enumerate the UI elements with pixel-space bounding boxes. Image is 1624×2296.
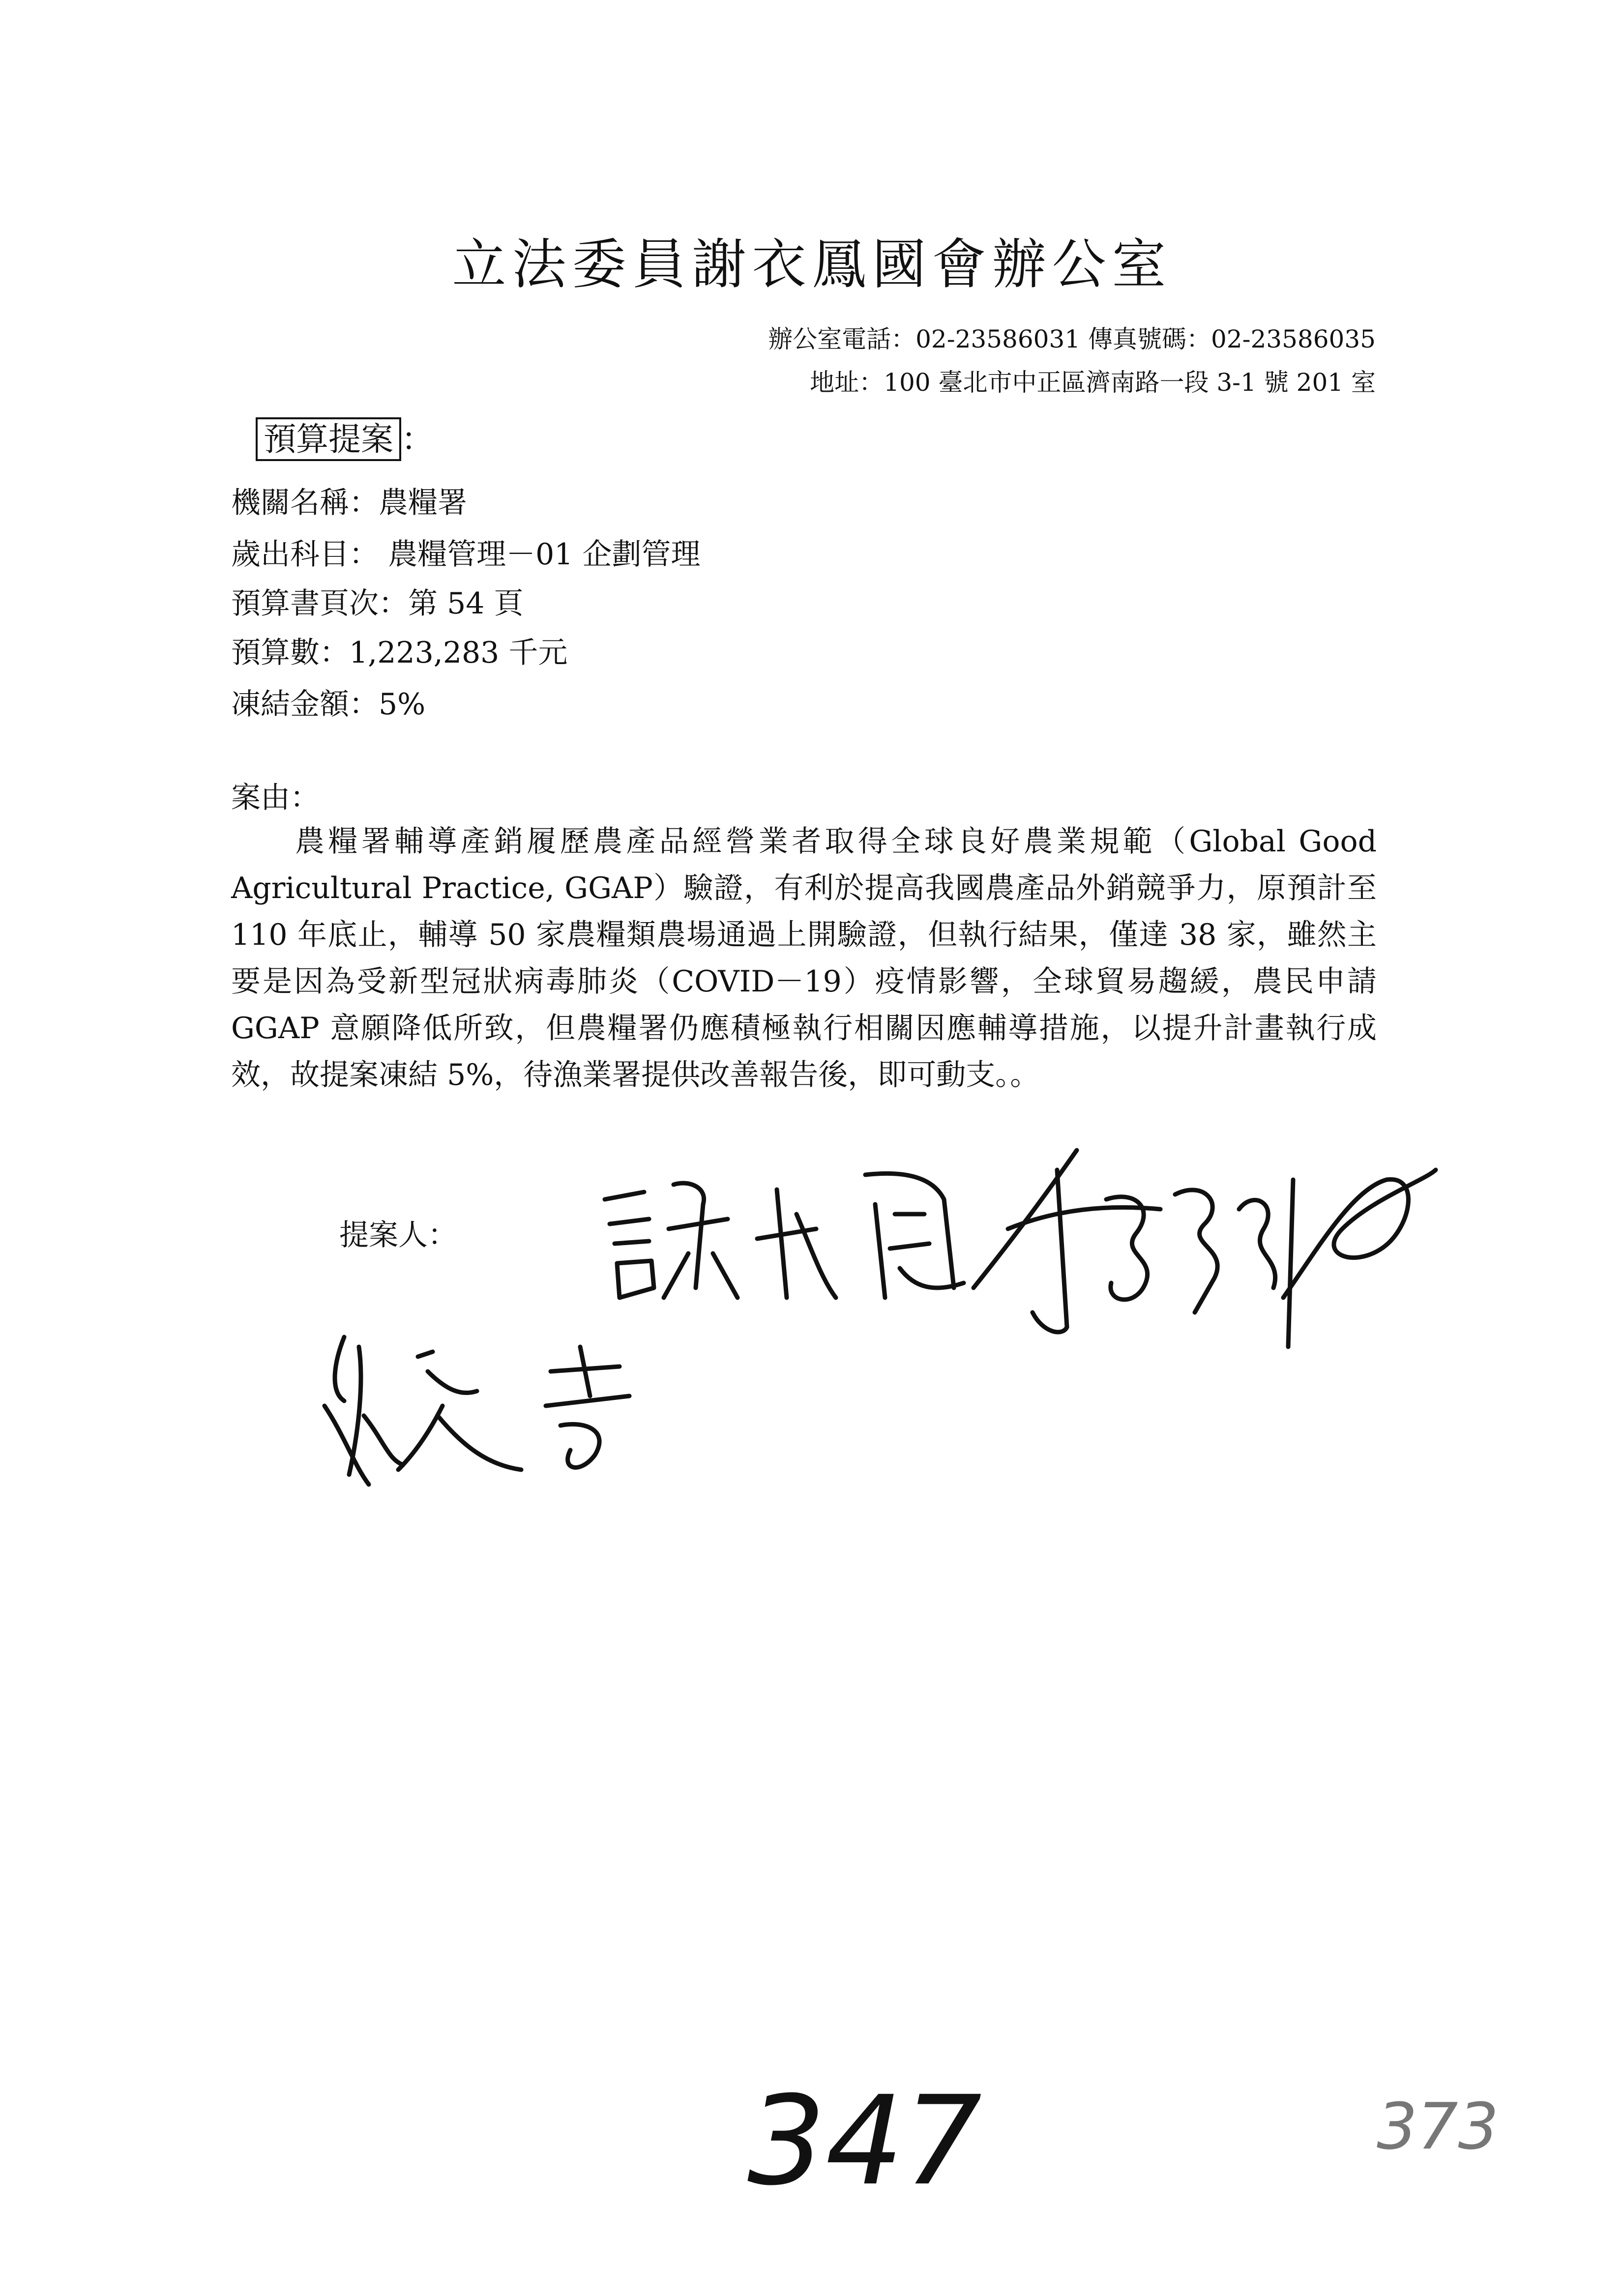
reason-body: 農糧署輔導產銷履歷農產品經營業者取得全球良好農業規範（Global Good Agricultural Practice, GGAP）驗證，有利於提高我國農產品外銷競爭力，原預計至 110 年底止，輔導 50 家農糧類農場通過上開驗證，但執行結果，僅達 38 家，雖然主要是因為受新型冠狀病毒肺炎（COVID－19）疫情影響，全球貿易趨緩，農民申請 GGAP 意願降低所致，但農糧署仍應積極執行相關因應輔導措施，以提升計畫執行成效，故提案凍結 5%，待漁業署提供改善報告後，即可動支。。 — [231, 824, 1377, 1092]
proposer-label: 提案人： — [339, 1218, 457, 1252]
office-address: 地址：100 臺北市中正區濟南路一段 3-1 號 201 室 — [810, 368, 1376, 397]
signature-2 — [998, 1150, 1441, 1357]
field-expenditure-item: 歲出科目： 農糧管理－01 企劃管理 — [231, 537, 701, 572]
field-frozen-amount: 凍結金額：5% — [231, 687, 426, 722]
proposal-type — [256, 413, 434, 460]
reason-label: 案由： — [231, 781, 320, 815]
office-title: 立法委員謝衣鳳國會辦公室 — [452, 233, 1172, 296]
page-number: 347 — [747, 2069, 982, 2212]
handwritten-page-number: 373 — [1377, 2089, 1499, 2164]
office-contact: 辦公室電話：02-23586031 傳真號碼：02-23586035 — [768, 325, 1376, 353]
field-agency: 機關名稱：農糧署 — [231, 486, 467, 520]
field-budget-page: 預算書頁次：第 54 頁 — [231, 586, 524, 621]
field-budget-amount: 預算數：1,223,283 千元 — [231, 636, 568, 670]
proposal-type-box: 預算提案 — [256, 417, 401, 461]
signature-3 — [315, 1317, 698, 1494]
proposal-type-colon: ： — [401, 420, 434, 458]
